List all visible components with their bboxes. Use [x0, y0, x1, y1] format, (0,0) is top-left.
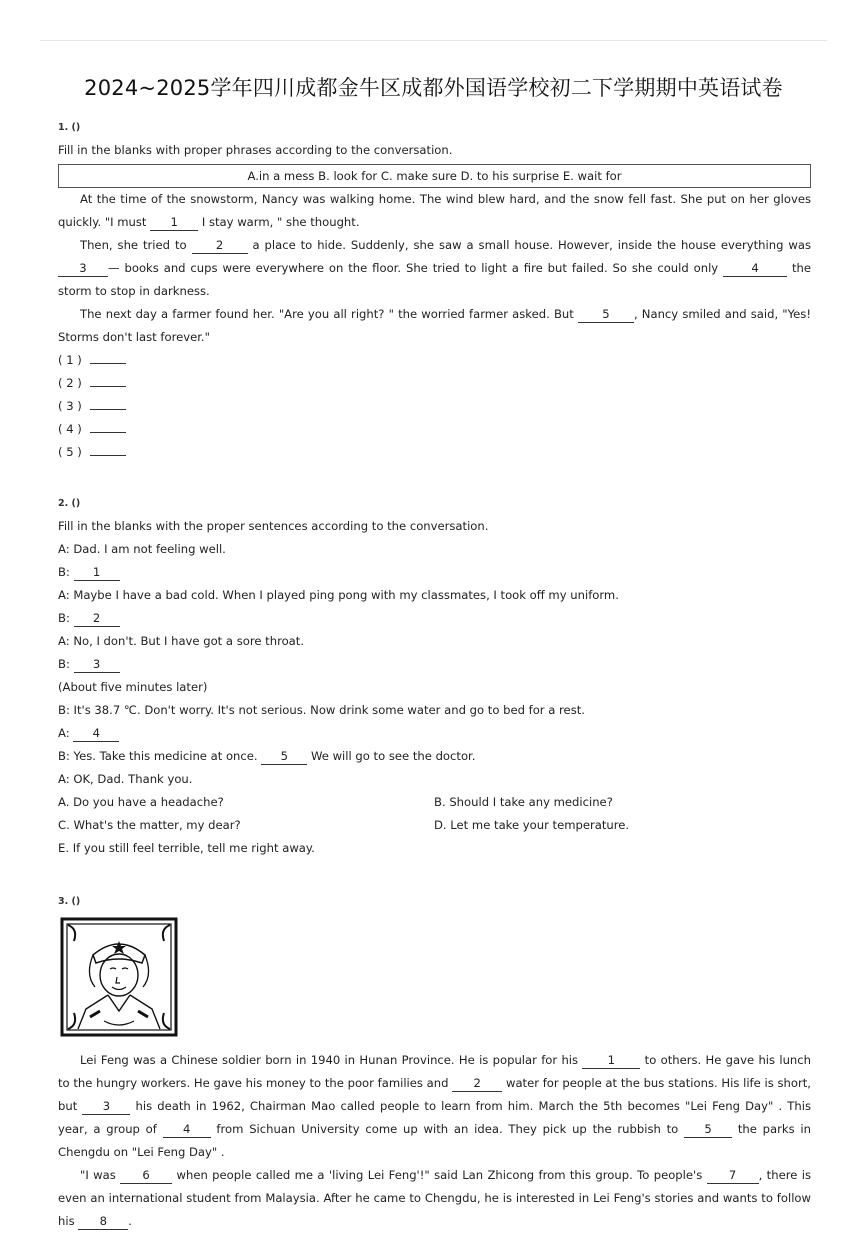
answer-line: ( 4 )	[58, 418, 811, 441]
question-number: 2. ()	[58, 498, 81, 509]
paragraph: Then, she tried to 2 a place to hide. Suddenly, she saw a small house. However, inside the house everything was 3 — books and cups were everywhere on the floor. She tried to light a fire but failed. So she could only 4 the storm to stop in darkness.	[58, 238, 811, 298]
blank-5[interactable]: 5	[684, 1121, 732, 1138]
blank-4[interactable]: 4	[723, 260, 787, 277]
question-3	[58, 890, 811, 1233]
dialog-line: B: 3	[58, 653, 811, 676]
answer-line: ( 5 )	[58, 441, 811, 464]
dialog-line: B: It's 38.7 ℃. Don't worry. It's not serious. Now drink some water and go to bed for a rest.	[58, 703, 585, 717]
dialog-line: A: 4	[58, 722, 811, 745]
blank-4[interactable]: 4	[163, 1121, 211, 1138]
blank-8[interactable]: 8	[78, 1213, 128, 1230]
option-d: D. Let me take your temperature.	[434, 818, 630, 832]
answer-field[interactable]	[90, 351, 126, 364]
option-grid	[58, 791, 811, 860]
paragraph: "I was 6 when people called me a 'living Lei Feng'!" said Lan Zhicong from this group. To people's 7 , there is even an international student from Malaysia. After he came to Chengdu, he is interested in Lei Feng's stories and wants to follow his 8 .	[58, 1168, 811, 1228]
dialog-line: A: Maybe I have a bad cold. When I played ping pong with my classmates, I took off my uniform.	[58, 588, 619, 602]
question-number: 3. ()	[58, 896, 81, 907]
answer-line: ( 1 )	[58, 349, 811, 372]
paragraph: At the time of the snowstorm, Nancy was walking home. The wind blew hard, and the snow fell fast. She put on her gloves quickly. "I must 1 I stay warm, " she thought.	[58, 192, 811, 229]
dialog-line: A: OK, Dad. Thank you.	[58, 772, 193, 786]
blank-6[interactable]: 6	[120, 1167, 172, 1184]
blank-5[interactable]: 5	[261, 748, 307, 765]
blank-2[interactable]: 2	[74, 610, 120, 627]
question-1	[58, 116, 811, 464]
option-e: E. If you still feel terrible, tell me right away.	[58, 841, 315, 855]
instruction: Fill in the blanks with proper phrases according to the conversation.	[58, 143, 453, 157]
answer-line: ( 2 )	[58, 372, 811, 395]
answer-line: ( 3 )	[58, 395, 811, 418]
blank-1[interactable]: 1	[150, 214, 198, 231]
dialog-line: A: No, I don't. But I have got a sore throat.	[58, 634, 305, 648]
dialog-line: B: 2	[58, 607, 811, 630]
dialog-line: (About five minutes later)	[58, 680, 208, 694]
instruction: Fill in the blanks with the proper sentences according to the conversation.	[58, 519, 489, 533]
page-title: 2024~2025学年四川成都金牛区成都外国语学校初二下学期期中英语试卷	[84, 76, 783, 100]
answer-field[interactable]	[90, 443, 126, 456]
answer-field[interactable]	[90, 374, 126, 387]
lei-feng-portrait-icon	[60, 917, 178, 1037]
dialog-line: B: 1	[58, 561, 811, 584]
question-number: 1. ()	[58, 122, 81, 133]
answer-field[interactable]	[90, 397, 126, 410]
paragraph: Lei Feng was a Chinese soldier born in 1940 in Hunan Province. He is popular for his 1 to others. He gave his lunch to the hungry workers. He gave his money to the poor families and 2 water for people at the bus stations. His life is short, but 3 his death in 1962, Chairman Mao called people to learn from him. March the 5th becomes "Lei Feng Day" . This year, a group of 4 from Sichuan University come up with an idea. They pick up the rubbish to 5 the parks in Chengdu on "Lei Feng Day" .	[58, 1053, 811, 1159]
option-c: C. What's the matter, my dear?	[58, 818, 241, 832]
answer-field[interactable]	[90, 420, 126, 433]
question-2	[58, 492, 811, 860]
blank-3[interactable]: 3	[74, 656, 120, 673]
dialog-line: B: Yes. Take this medicine at once. 5 We will go to see the doctor.	[58, 749, 476, 763]
option-b: B. Should I take any medicine?	[434, 795, 613, 809]
blank-2[interactable]: 2	[192, 237, 248, 254]
blank-7[interactable]: 7	[707, 1167, 759, 1184]
dialog-line: A: Dad. I am not feeling well.	[58, 542, 226, 556]
blank-3[interactable]: 3	[82, 1098, 130, 1115]
option-box: A.in a mess B. look for C. make sure D. to his surprise E. wait for	[58, 164, 811, 188]
option-a: A. Do you have a headache?	[58, 795, 224, 809]
answer-list	[58, 349, 811, 464]
blank-3[interactable]: 3	[58, 260, 108, 277]
blank-1[interactable]: 1	[74, 564, 120, 581]
blank-4[interactable]: 4	[73, 725, 119, 742]
paragraph: The next day a farmer found her. "Are you all right? " the worried farmer asked. But 5 , Nancy smiled and said, "Yes! Storms don't last forever."	[58, 307, 811, 344]
blank-5[interactable]: 5	[578, 306, 634, 323]
top-divider	[40, 40, 827, 41]
blank-2[interactable]: 2	[452, 1075, 502, 1092]
blank-1[interactable]: 1	[582, 1052, 640, 1069]
